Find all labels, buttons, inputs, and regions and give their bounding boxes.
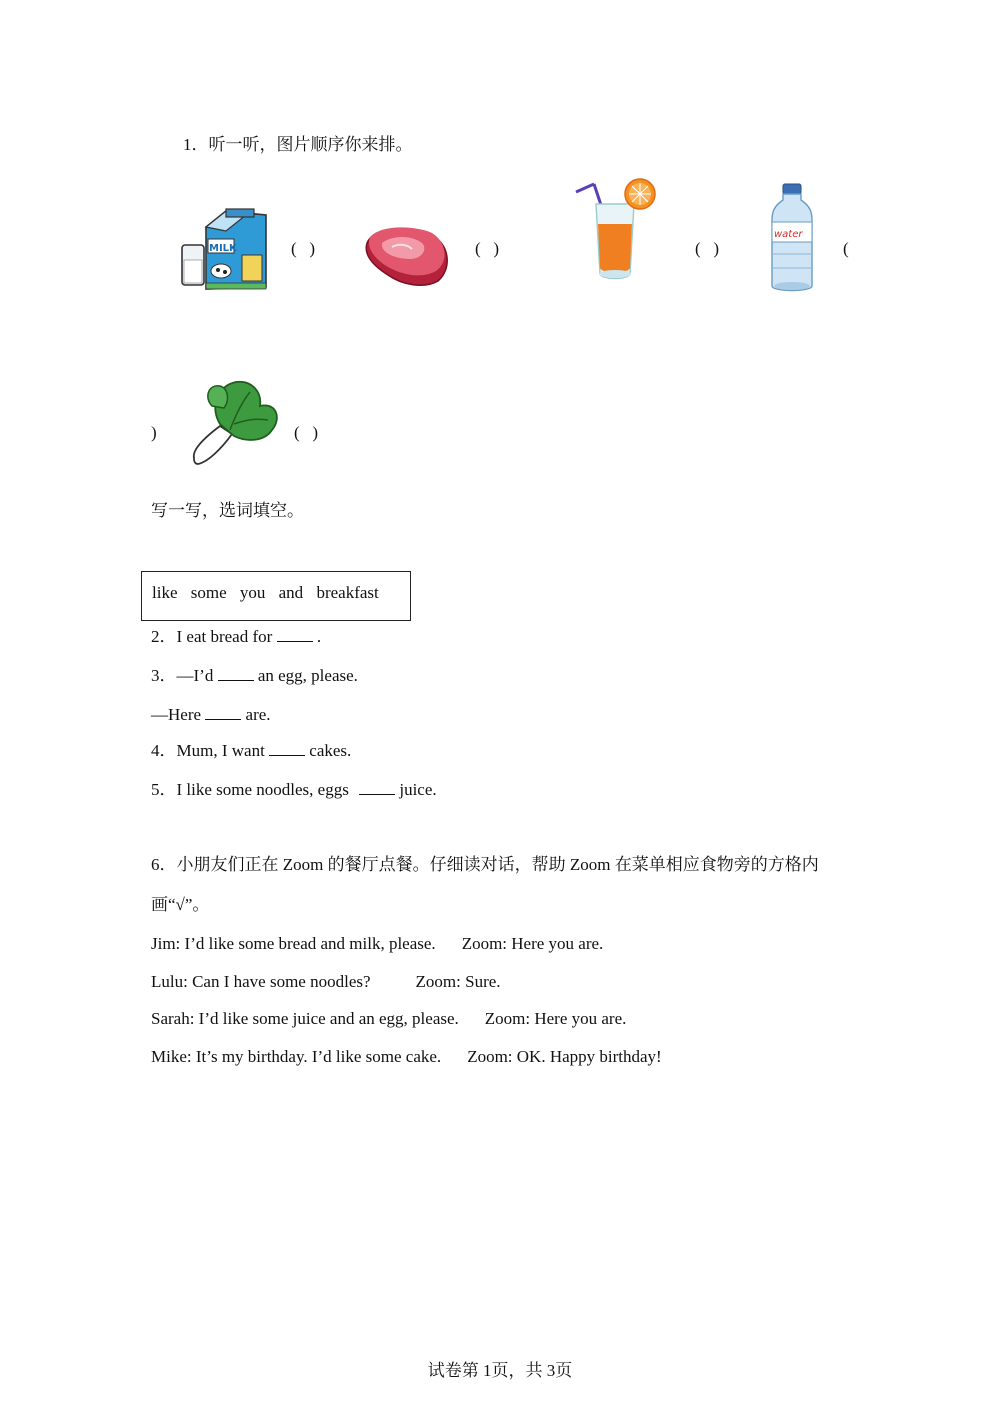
word-bank-item: like [152, 583, 178, 602]
answer-blank[interactable] [269, 741, 305, 756]
question-4 [151, 740, 351, 762]
dialogue-speaker: Jim: I’d like some bread and milk, please. [151, 934, 436, 953]
answer-parentheses-1[interactable]: ( ) [291, 239, 316, 258]
answer-parentheses-5[interactable]: ( ) [294, 423, 319, 442]
answer-parentheses-3[interactable]: ( ) [695, 239, 720, 258]
word-bank-box [141, 571, 411, 621]
word-bank-item: some [190, 583, 227, 602]
word-bank-item: breakfast [316, 583, 379, 602]
page-footer: 试卷第 1页，共 3页 [427, 1361, 573, 1380]
answer-paren-open-4[interactable]: ( [843, 239, 849, 258]
dialogue-reply: Zoom: Here you are. [484, 1009, 627, 1028]
answer-parentheses-2[interactable]: ( ) [475, 239, 500, 258]
water-bottle-image [770, 182, 814, 294]
question-3-reply [151, 704, 271, 726]
meat-image [362, 225, 452, 289]
word-bank-item: and [278, 583, 304, 602]
question-text: 3．—I’d [151, 666, 214, 685]
milk-image [178, 205, 270, 295]
question-2 [151, 626, 321, 648]
vegetable-image [190, 378, 282, 466]
dialogue-lulu [151, 971, 501, 993]
question-text: 5．I like some noodles, eggs [151, 780, 349, 799]
dialogue-speaker: Mike: It’s my birthday. I’d like some cake. [151, 1047, 442, 1066]
dialogue-reply: Zoom: OK. Happy birthday! [467, 1047, 662, 1066]
question-6-line-1: 6．小朋友们正在 Zoom 的餐厅点餐。仔细读对话，帮助 Zoom 在菜单相应食物旁的方格内 [151, 855, 819, 874]
question-1-title: 1．听一听，图片顺序你来排。 [183, 135, 413, 154]
question-text: cakes. [309, 741, 352, 760]
dialogue-reply: Zoom: Here you are. [461, 934, 604, 953]
dialogue-reply: Zoom: Sure. [415, 972, 501, 991]
dialogue-mike [151, 1046, 662, 1068]
question-6-line-2: 画“√”。 [151, 895, 210, 914]
dialogue-speaker: Sarah: I’d like some juice and an egg, please. [151, 1009, 459, 1028]
word-bank-item: you [239, 583, 266, 602]
dialogue-speaker: Lulu: Can I have some noodles? [151, 972, 371, 991]
question-text: an egg, please. [257, 666, 358, 685]
word-bank [152, 583, 388, 603]
water-label: water [774, 229, 803, 240]
dialogue-jim [151, 933, 603, 955]
milk-label: MILK [209, 243, 237, 254]
question-5 [151, 779, 437, 801]
question-text: 2．I eat bread for [151, 627, 273, 646]
question-text: juice. [399, 780, 437, 799]
dialogue-sarah [151, 1008, 626, 1030]
answer-blank[interactable] [218, 666, 254, 681]
question-text: . [316, 627, 322, 646]
answer-blank[interactable] [359, 780, 395, 795]
section-2-heading: 写一写，选词填空。 [151, 501, 304, 520]
question-3 [151, 665, 358, 687]
juice-image [572, 178, 662, 284]
answer-blank[interactable] [205, 705, 241, 720]
question-text: —Here [151, 705, 202, 724]
answer-blank[interactable] [277, 627, 313, 642]
answer-paren-close-4[interactable]: ) [151, 423, 157, 442]
question-text: are. [245, 705, 271, 724]
question-text: 4．Mum, I want [151, 741, 265, 760]
